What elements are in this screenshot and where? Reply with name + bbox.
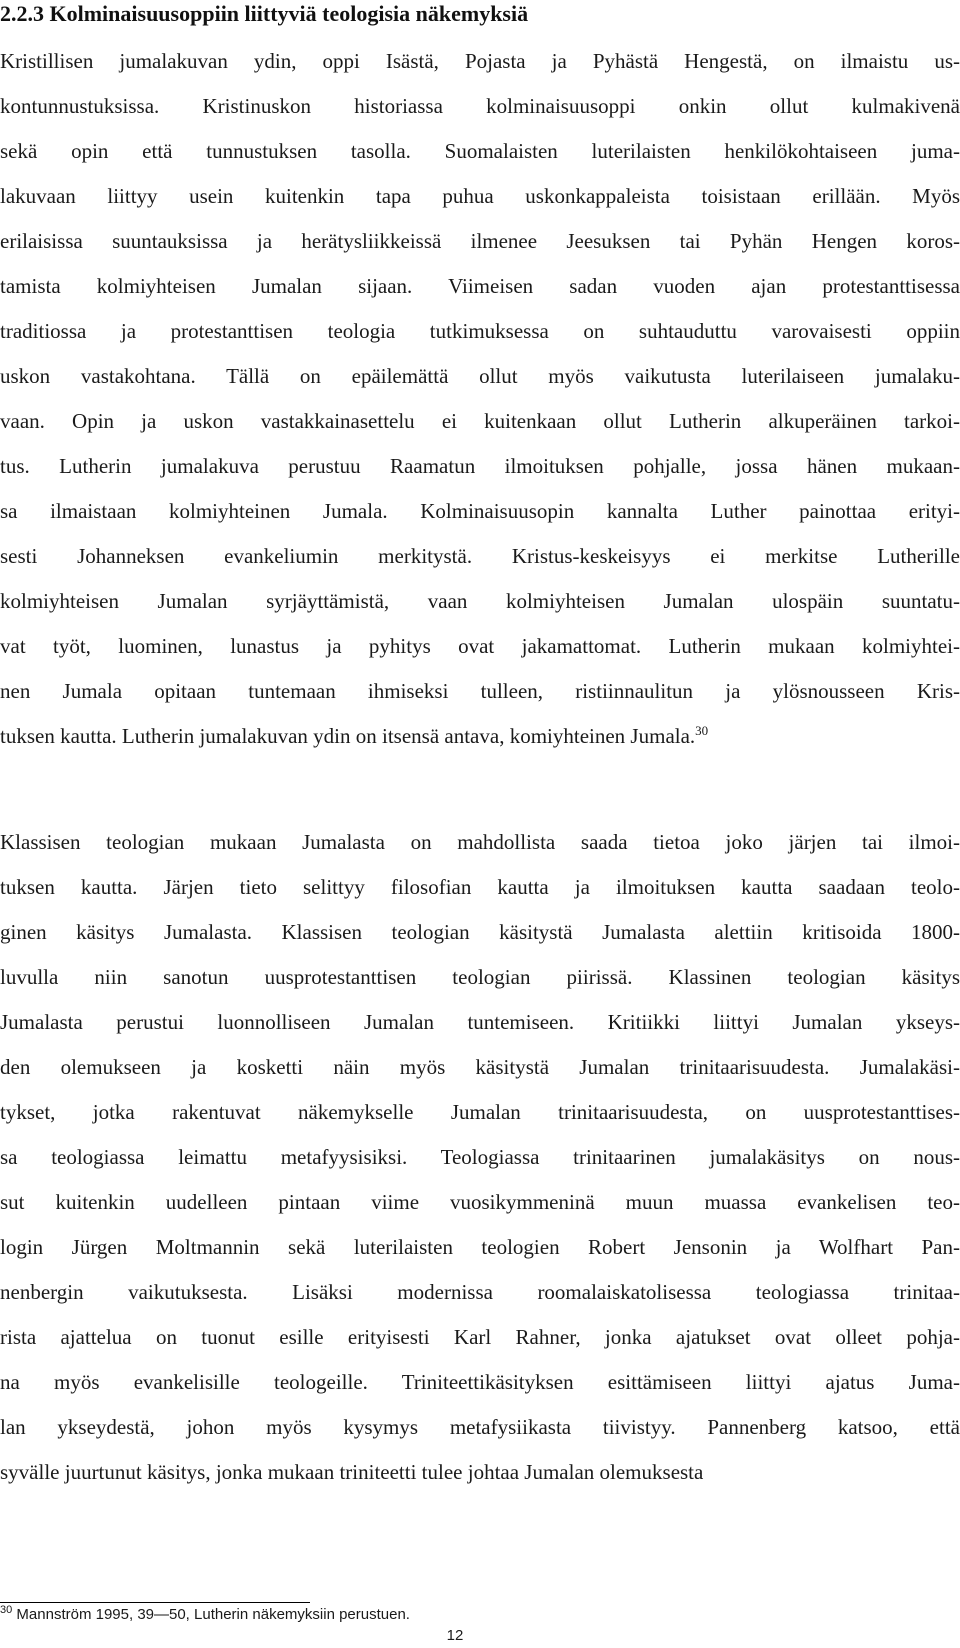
footnote-divider: [0, 1602, 310, 1603]
text-line: rista ajattelua on tuonut esille erityisesti Karl Rahner, jonka ajatukset ovat olleet pohja-: [0, 1325, 960, 1349]
text-line: login Jürgen Moltmannin sekä luterilaisten teologien Robert Jensonin ja Wolfhart Pan-: [0, 1235, 960, 1259]
footnote-reference: 30: [695, 723, 709, 738]
text-line: sa ilmaistaan kolmiyhteinen Jumala. Kolminaisuusopin kannalta Luther painottaa erityi-: [0, 499, 960, 523]
text-line: sa teologiassa leimattu metafyysisiksi. Teologiassa trinitaarinen jumalakäsitys on nous-: [0, 1145, 960, 1169]
text-line: uskon vastakohtana. Tällä on epäilemättä ollut myös vaikutusta luterilaiseen jumalaku-: [0, 364, 960, 388]
text-line: Klassisen teologian mukaan Jumalasta on mahdollista saada tietoa joko järjen tai ilmoi-: [0, 830, 960, 854]
text-line: lan ykseydestä, johon myös kysymys metafysiikasta tiivistyy. Pannenberg katsoo, että: [0, 1415, 960, 1439]
text-line: nenbergin vaikutuksesta. Lisäksi modernissa roomalaiskatolisessa teologiassa trinitaa-: [0, 1280, 960, 1304]
text-line: tykset, jotka rakentuvat näkemykselle Jumalan trinitaarisuudesta, on uusprotestanttises-: [0, 1100, 960, 1124]
text-line: kontunnustuksissa. Kristinuskon historiassa kolminaisuusoppi onkin ollut kulmakivenä: [0, 94, 960, 118]
text-line: tamista kolmiyhteisen Jumalan sijaan. Viimeisen sadan vuoden ajan protestanttisessa: [0, 274, 960, 298]
text-line: vaan. Opin ja uskon vastakkainasettelu ei kuitenkaan ollut Lutherin alkuperäinen tarkoi-: [0, 409, 960, 433]
text-line: sesti Johanneksen evankeliumin merkitystä. Kristus-keskeisyys ei merkitse Lutherille: [0, 544, 960, 568]
footnote: [0, 1604, 410, 1626]
text-line: nen Jumala opitaan tuntemaan ihmiseksi tulleen, ristiinnaulitun ja ylösnousseen Kris-: [0, 679, 960, 703]
text-line: den olemukseen ja kosketti näin myös käsitystä Jumalan trinitaarisuudesta. Jumalakäsi-: [0, 1055, 960, 1079]
section-heading: 2.2.3 Kolminaisuusoppiin liittyviä teologisia näkemyksiä: [0, 1, 529, 26]
footnote-number: 30: [0, 1604, 13, 1616]
text-line: vat työt, luominen, lunastus ja pyhitys ovat jakamattomat. Lutherin mukaan kolmiyhtei-: [0, 634, 960, 658]
text-line: Jumalasta perustui luonnolliseen Jumalan tuntemiseen. Kritiikki liittyi Jumalan ykseys-: [0, 1010, 960, 1034]
text-line: luvulla niin sanotun uusprotestanttisen teologian piirissä. Klassinen teologian käsitys: [0, 965, 960, 989]
text-line: erilaisissa suuntauksissa ja herätysliikkeissä ilmenee Jeesuksen tai Pyhän Hengen koros-: [0, 229, 960, 253]
text-line: tus. Lutherin jumalakuva perustuu Raamatun ilmoituksen pohjalle, jossa hänen mukaan-: [0, 454, 960, 478]
text-line: lakuvaan liittyy usein kuitenkin tapa puhua uskonkappaleista toisistaan erillään. Myös: [0, 184, 960, 208]
text-line: syvälle juurtunut käsitys, jonka mukaan triniteetti tulee johtaa Jumalan olemuksesta: [0, 1460, 704, 1484]
paragraph-kolminaisuusoppi: [0, 39, 960, 759]
text-line: na myös evankelisille teologeille. Triniteettikäsityksen esittämiseen liittyi ajatus Juma-: [0, 1370, 960, 1394]
page-number: 12: [446, 1627, 464, 1644]
paragraph-klassinen-teologia: [0, 820, 960, 1495]
text-line: kolmiyhteisen Jumalan syrjäyttämistä, vaan kolmiyhteisen Jumalan ulospäin suuntatu-: [0, 589, 960, 613]
text-line: sekä opin että tunnustuksen tasolla. Suomalaisten luterilaisten henkilökohtaiseen juma-: [0, 139, 960, 163]
text-line: ginen käsitys Jumalasta. Klassisen teologian käsitystä Jumalasta alettiin kritisoida 1800-: [0, 920, 960, 944]
text-line-last: [0, 714, 960, 759]
text-line: Kristillisen jumalakuvan ydin, oppi Isästä, Pojasta ja Pyhästä Hengestä, on ilmaistu us-: [0, 49, 960, 73]
text-line: tuksen kautta. Järjen tieto selittyy filosofian kautta ja ilmoituksen kautta saadaan teolo-: [0, 875, 960, 899]
footnote-text: Mannström 1995, 39—50, Lutherin näkemyksiin perustuen.: [16, 1606, 410, 1623]
text-line-content: tuksen kautta. Lutherin jumalakuvan ydin on itsensä antava, komiyhteinen Jumala.: [0, 724, 696, 748]
text-line: traditiossa ja protestanttisen teologia tutkimuksessa on suhtauduttu varovaisesti oppiin: [0, 319, 960, 343]
text-line: sut kuitenkin uudelleen pintaan viime vuosikymmeninä muun muassa evankelisen teo-: [0, 1190, 960, 1214]
